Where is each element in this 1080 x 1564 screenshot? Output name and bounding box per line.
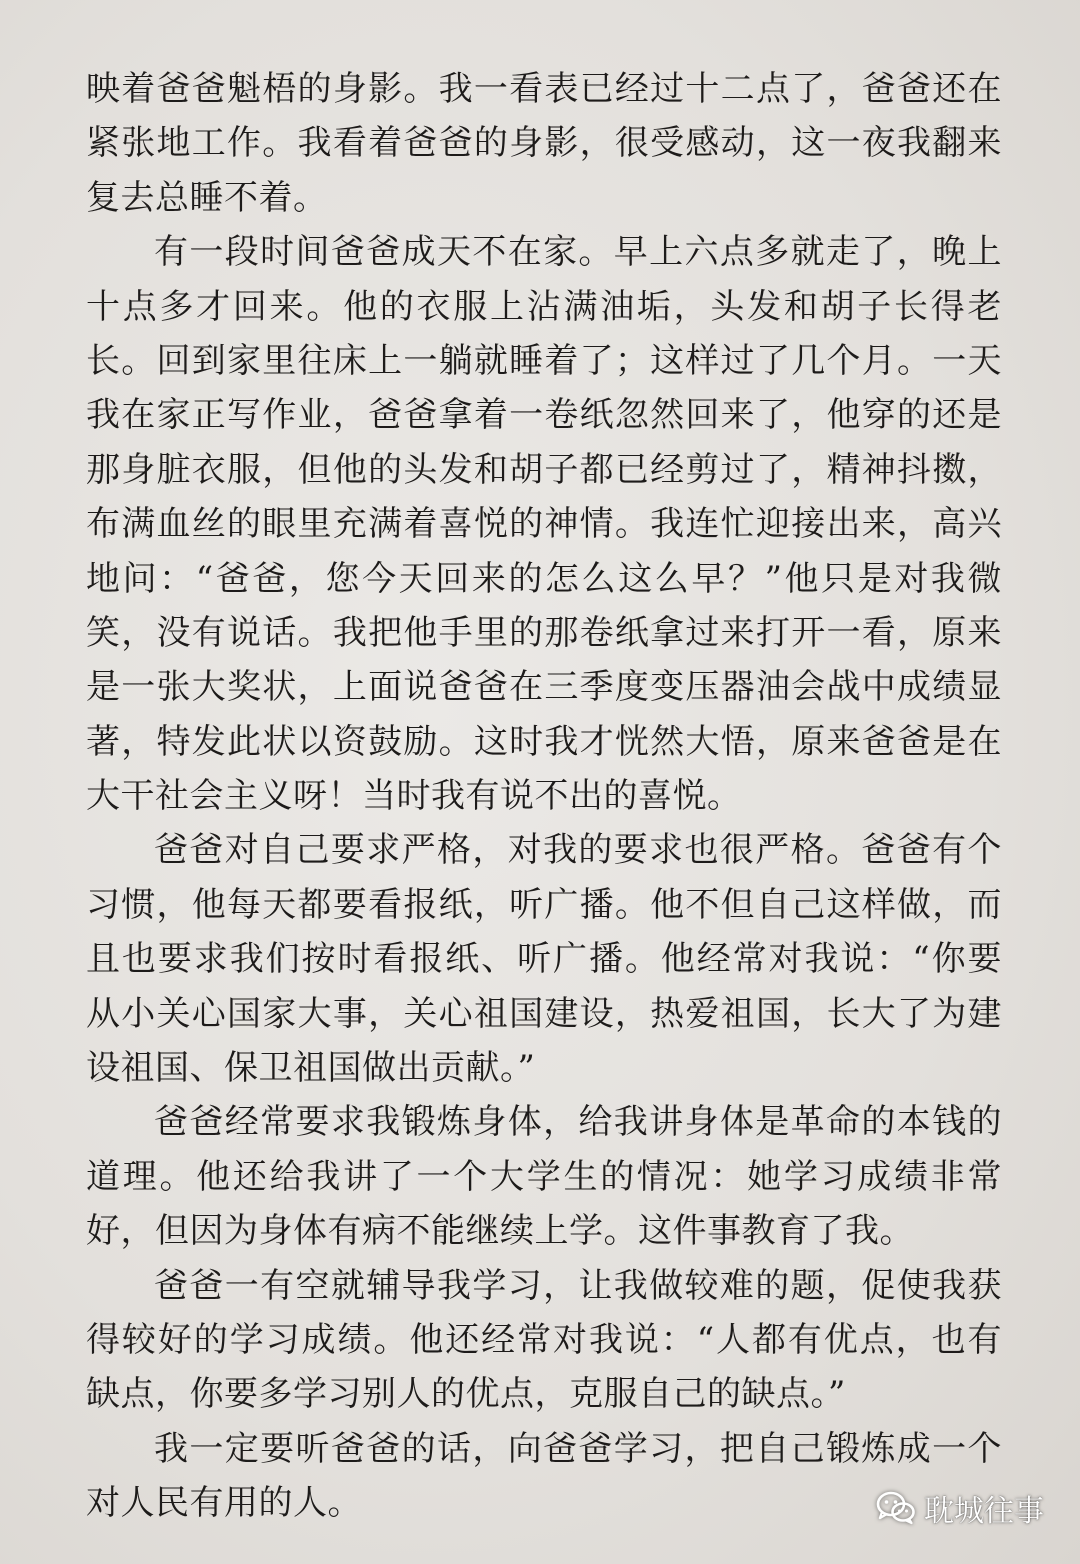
text-line: 爸爸对自己要求严格，对我的要求也很严格。爸爸有个 [154,830,1002,871]
text-line: 紧张地工作。我看着爸爸的身影，很受感动，这一夜我翻来 [86,123,1002,164]
text-line: 从小关心国家大事，关心祖国建设，热爱祖国，长大了为建 [86,993,1002,1034]
text-line: 长。回到家里往床上一躺就睡着了；这样过了几个月。一天 [86,340,1002,381]
text-line: 得较好的学习成绩。他还经常对我说：“人都有优点，也有 [86,1319,1002,1360]
text-line: 布满血丝的眼里充满着喜悦的神情。我连忙迎接出来，高兴 [86,504,1002,545]
text-line: 好，但因为身体有病不能继续上学。这件事教育了我。 [86,1211,914,1252]
text-line: 我在家正写作业，爸爸拿着一卷纸忽然回来了，他穿的还是 [86,395,1002,436]
text-line: 缺点，你要多学习别人的优点，克服自己的缺点。” [86,1374,846,1415]
text-line: 复去总睡不着。 [86,177,328,218]
text-line: 大干社会主义呀！当时我有说不出的喜悦。 [86,776,742,817]
text-line: 十点多才回来。他的衣服上沾满油垢，头发和胡子长得老 [86,286,1002,327]
text-line: 设祖国、保卫祖国做出贡献。” [86,1048,536,1089]
text-line: 地问：“爸爸，您今天回来的怎么这么早？”他只是对我微 [86,558,1002,599]
wechat-icon [876,1491,916,1525]
text-line: 是一张大奖状，上面说爸爸在三季度变压器油会战中成绩显 [86,667,1002,708]
watermark [876,1486,1044,1530]
text-line: 我一定要听爸爸的话，向爸爸学习，把自己锻炼成一个 [154,1428,1002,1469]
text-line: 且也要求我们按时看报纸、听广播。他经常对我说：“你要 [86,939,1002,980]
text-line: 爸爸一有空就辅导我学习，让我做较难的题，促使我获 [154,1265,1002,1306]
text-line: 映着爸爸魁梧的身影。我一看表已经过十二点了，爸爸还在 [86,69,1002,109]
text-line: 有一段时间爸爸成天不在家。早上六点多就走了，晚上 [154,232,1002,273]
text-line: 对人民有用的人。 [86,1483,362,1524]
text-line: 道理。他还给我讲了一个大学生的情况：她学习成绩非常 [86,1156,1002,1197]
text-line: 笑，没有说话。我把他手里的那卷纸拿过来打开一看，原来 [86,612,1002,653]
body-text [86,62,1002,1531]
text-line: 著，特发此状以资鼓励。这时我才恍然大悟，原来爸爸是在 [86,721,1002,762]
text-line: 那身脏衣服，但他的头发和胡子都已经剪过了，精神抖擞， [86,449,1002,490]
watermark-text: 耽城往事 [924,1494,1044,1529]
text-line: 爸爸经常要求我锻炼身体，给我讲身体是革命的本钱的 [154,1102,1002,1143]
text-line: 习惯，他每天都要看报纸，听广播。他不但自己这样做，而 [86,884,1002,925]
